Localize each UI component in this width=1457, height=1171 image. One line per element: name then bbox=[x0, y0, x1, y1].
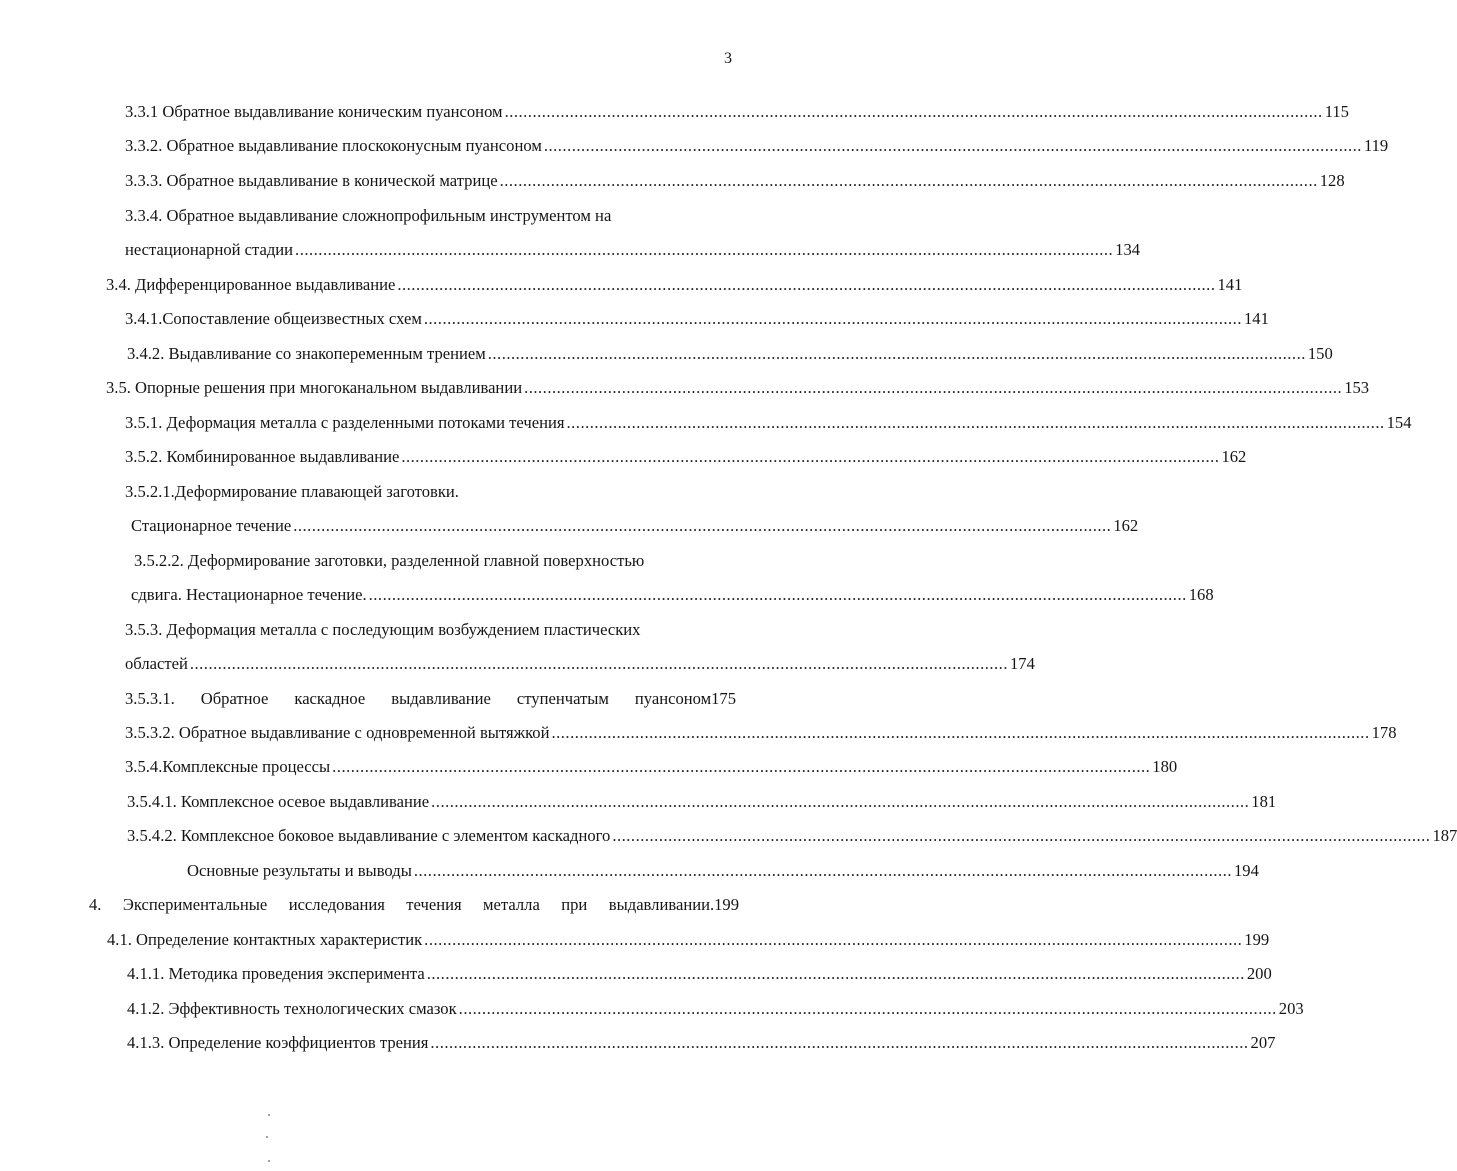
toc-entry[interactable] bbox=[127, 997, 1304, 1021]
toc-entry-title: 3.5.2. Комбинированное выдавливание bbox=[125, 447, 400, 466]
toc-entry-title: 4.1.2. Эффективность технологических смазок bbox=[127, 999, 457, 1018]
dot-leader: ................................................................................................................................................................................ bbox=[612, 826, 1431, 845]
scan-speck bbox=[268, 1114, 270, 1116]
dot-leader: ................................................................................................................................................................................ bbox=[551, 723, 1370, 742]
toc-entry-page: 162 bbox=[1113, 516, 1139, 535]
toc-entry[interactable] bbox=[125, 100, 1349, 124]
dot-leader: ................................................................................................................................................................................ bbox=[423, 309, 1242, 328]
toc-entry[interactable] bbox=[125, 445, 1247, 469]
toc-entry-page: 168 bbox=[1188, 585, 1214, 604]
toc-entry[interactable] bbox=[125, 169, 1345, 193]
toc-entry-title: 4.1. Определение контактных характеристик bbox=[107, 930, 423, 949]
toc-entry-page: 194 bbox=[1233, 861, 1259, 880]
toc-entry[interactable] bbox=[125, 480, 736, 504]
toc-entry[interactable] bbox=[125, 238, 1141, 262]
dot-leader: ................................................................................................................................................................................ bbox=[524, 378, 1343, 397]
toc-entry-page: 187 bbox=[1432, 826, 1457, 845]
scan-speck bbox=[268, 1160, 270, 1162]
page-number: 3 bbox=[724, 50, 732, 67]
toc-entry[interactable] bbox=[125, 204, 736, 228]
toc-entry[interactable] bbox=[125, 618, 736, 642]
toc-entry[interactable] bbox=[125, 411, 1412, 435]
toc-entry[interactable] bbox=[127, 824, 1457, 848]
toc-entry-title: Стационарное течение bbox=[131, 516, 292, 535]
toc-entry[interactable] bbox=[134, 549, 736, 573]
toc-entry-page: 207 bbox=[1250, 1033, 1276, 1052]
toc-entry[interactable] bbox=[106, 273, 1243, 297]
toc-entry-title: нестационарной стадии bbox=[125, 240, 294, 259]
dot-leader: ................................................................................................................................................................................ bbox=[295, 240, 1114, 259]
dot-leader: ................................................................................................................................................................................ bbox=[543, 136, 1362, 155]
dot-leader: ................................................................................................................................................................................ bbox=[332, 757, 1151, 776]
toc-entry-title: 3.5.4.2. Комплексное боковое выдавливание с элементом каскадного bbox=[127, 826, 611, 845]
toc-entry-title: 4. Экспериментальные исследования течения металла при выдавливании.199 bbox=[89, 895, 739, 914]
toc-entry-page: 150 bbox=[1307, 344, 1333, 363]
toc-entry-title: Основные результаты и выводы bbox=[187, 861, 412, 880]
toc-entry-title: 3.4. Дифференцированное выдавливание bbox=[106, 275, 396, 294]
toc-entry[interactable] bbox=[125, 307, 1269, 331]
toc-entry-page: 181 bbox=[1251, 792, 1277, 811]
dot-leader: ................................................................................................................................................................................ bbox=[424, 930, 1243, 949]
toc-entry-page: 174 bbox=[1009, 654, 1035, 673]
toc-entry-page: 153 bbox=[1344, 378, 1370, 397]
toc-entry-page: 162 bbox=[1221, 447, 1247, 466]
toc-entry-page: 119 bbox=[1363, 136, 1389, 155]
dot-leader: ................................................................................................................................................................................ bbox=[397, 275, 1216, 294]
scan-speck bbox=[266, 1136, 268, 1138]
toc-entry-title: 3.5.2.2. Деформирование заготовки, разделенной главной поверхностью bbox=[134, 551, 645, 570]
toc-entry-page: 199 bbox=[1244, 930, 1270, 949]
toc-entry[interactable] bbox=[125, 652, 1035, 676]
toc-entry-page: 178 bbox=[1371, 723, 1397, 742]
toc-entry[interactable] bbox=[106, 376, 1370, 400]
toc-entry-page: 141 bbox=[1243, 309, 1269, 328]
toc-entry[interactable] bbox=[187, 859, 1259, 883]
dot-leader: ................................................................................................................................................................................ bbox=[504, 102, 1323, 121]
toc-entry-title: 3.5.4.1. Комплексное осевое выдавливание bbox=[127, 792, 430, 811]
toc-entry-title: 4.1.1. Методика проведения эксперимента bbox=[127, 964, 425, 983]
toc-entry-title: 3.5. Опорные решения при многоканальном выдавливании bbox=[106, 378, 523, 397]
dot-leader: ................................................................................................................................................................................ bbox=[413, 861, 1232, 880]
toc-entry-title: 3.3.4. Обратное выдавливание сложнопрофильным инструментом на bbox=[125, 206, 612, 225]
toc-entry-title: 3.5.3.2. Обратное выдавливание с одновременной вытяжкой bbox=[125, 723, 550, 742]
toc-entry[interactable] bbox=[131, 514, 1139, 538]
toc-entry[interactable] bbox=[107, 928, 1270, 952]
toc-entry-title: 3.4.1.Сопоставление общеизвестных схем bbox=[125, 309, 422, 328]
toc-entry-page: 134 bbox=[1115, 240, 1141, 259]
dot-leader: ................................................................................................................................................................................ bbox=[431, 792, 1250, 811]
dot-leader: ................................................................................................................................................................................ bbox=[368, 585, 1187, 604]
toc-entry-page: 203 bbox=[1278, 999, 1304, 1018]
dot-leader: ................................................................................................................................................................................ bbox=[487, 344, 1306, 363]
toc-entry-title: 3.5.3.1. Обратное каскадное выдавливание ступенчатым пуансоном175 bbox=[125, 689, 736, 708]
toc-entry-title: 3.5.1. Деформация металла с разделенными потоками течения bbox=[125, 413, 565, 432]
toc-entry-page: 115 bbox=[1324, 102, 1349, 121]
toc-entry-title: 3.3.1 Обратное выдавливание коническим пуансоном bbox=[125, 102, 503, 121]
toc-entry-title: 4.1.3. Определение коэффициентов трения bbox=[127, 1033, 429, 1052]
toc-entry-title: 3.3.3. Обратное выдавливание в конической матрице bbox=[125, 171, 498, 190]
toc-entry[interactable] bbox=[131, 583, 1214, 607]
toc-entry-page: 180 bbox=[1152, 757, 1178, 776]
toc-entry-title: областей bbox=[125, 654, 188, 673]
dot-leader: ................................................................................................................................................................................ bbox=[566, 413, 1385, 432]
toc-entry[interactable] bbox=[89, 893, 739, 917]
toc-entry-title: 3.3.2. Обратное выдавливание плоскоконусным пуансоном bbox=[125, 136, 542, 155]
dot-leader: ................................................................................................................................................................................ bbox=[401, 447, 1220, 466]
toc-entry-title: 3.4.2. Выдавливание со знакопеременным трением bbox=[127, 344, 486, 363]
toc-entry-page: 154 bbox=[1386, 413, 1412, 432]
toc-entry-page: 200 bbox=[1246, 964, 1272, 983]
toc-entry-title: сдвига. Нестационарное течение. bbox=[131, 585, 367, 604]
toc-entry[interactable] bbox=[127, 342, 1333, 366]
toc-entry[interactable] bbox=[127, 962, 1272, 986]
toc-entry-page: 128 bbox=[1319, 171, 1345, 190]
toc-entry-page: 141 bbox=[1217, 275, 1243, 294]
dot-leader: ................................................................................................................................................................................ bbox=[426, 964, 1245, 983]
dot-leader: ................................................................................................................................................................................ bbox=[458, 999, 1277, 1018]
toc-entry[interactable] bbox=[125, 134, 1389, 158]
toc-entry-title: 3.5.3. Деформация металла с последующим возбуждением пластических bbox=[125, 620, 641, 639]
toc-entry-title: 3.5.2.1.Деформирование плавающей заготовки. bbox=[125, 482, 459, 501]
dot-leader: ................................................................................................................................................................................ bbox=[189, 654, 1008, 673]
toc-entry[interactable] bbox=[125, 755, 1178, 779]
toc-entry[interactable] bbox=[125, 721, 1397, 745]
dot-leader: ................................................................................................................................................................................ bbox=[293, 516, 1112, 535]
toc-entry[interactable] bbox=[125, 687, 736, 711]
toc-entry[interactable] bbox=[127, 790, 1277, 814]
dot-leader: ................................................................................................................................................................................ bbox=[430, 1033, 1249, 1052]
toc-entry[interactable] bbox=[127, 1031, 1276, 1055]
dot-leader: ................................................................................................................................................................................ bbox=[499, 171, 1318, 190]
toc-entry-title: 3.5.4.Комплексные процессы bbox=[125, 757, 331, 776]
